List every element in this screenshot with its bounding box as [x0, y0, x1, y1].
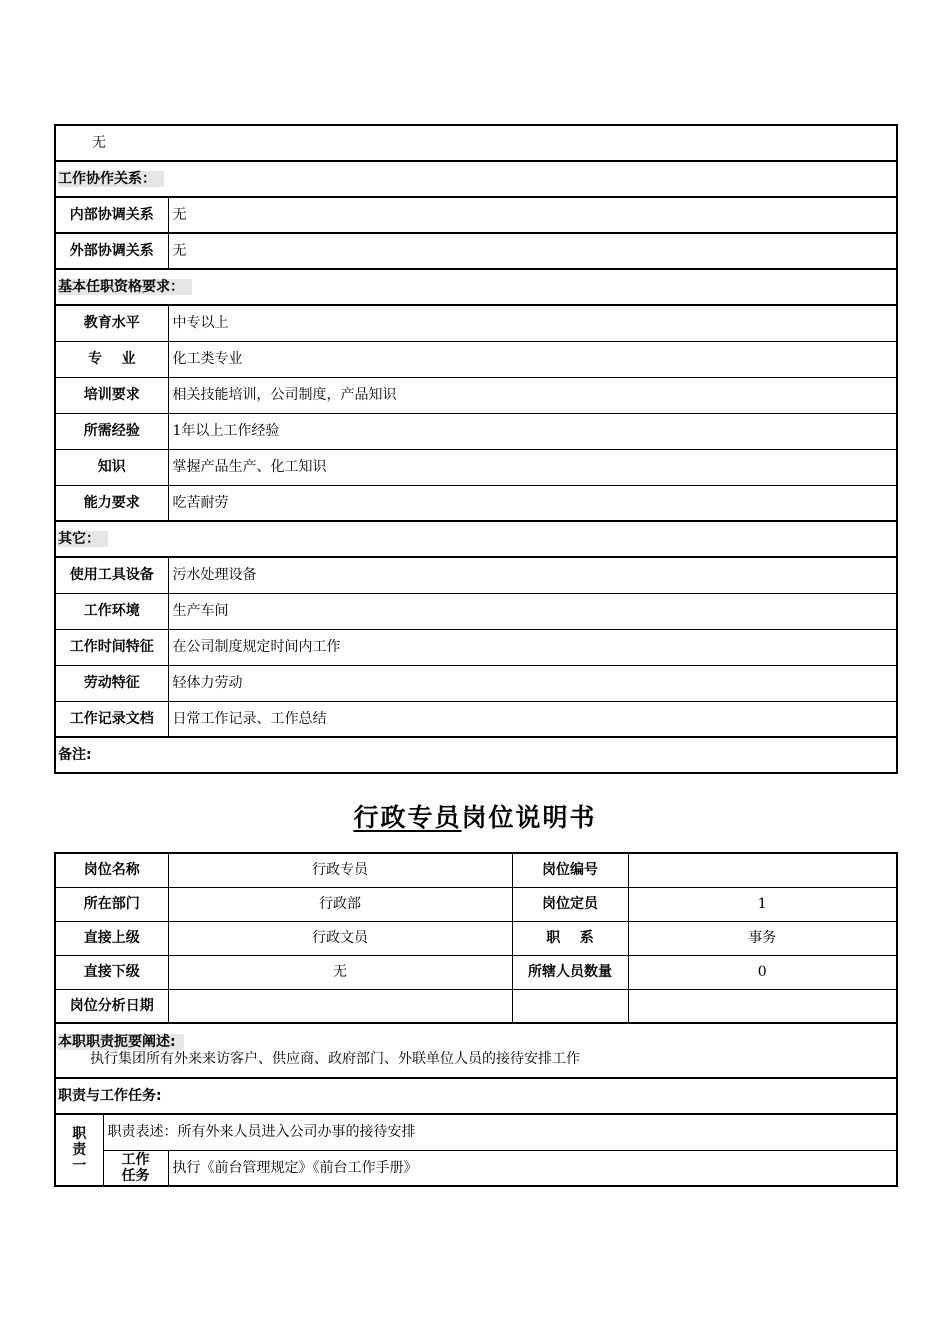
position-name-label: 岗位名称: [55, 853, 168, 887]
duty-one-task-label: 工作任务: [103, 1150, 168, 1186]
summary-text: 执行集团所有外来来访客户、供应商、政府部门、外联单位人员的接待安排工作: [90, 1051, 580, 1067]
collab-section-header: 工作协作关系：: [55, 161, 897, 197]
knowledge-value: 掌握产品生产、化工知识: [168, 449, 897, 485]
other-section-header: 其它：: [55, 521, 897, 557]
remarks-row: 备注:: [55, 737, 897, 773]
subordinate-label: 直接下级: [55, 955, 168, 989]
knowledge-label: 知识: [55, 449, 168, 485]
department-label: 所在部门: [55, 887, 168, 921]
analysis-date-label: 岗位分析日期: [55, 989, 168, 1023]
empty-label-cell: [512, 989, 628, 1023]
supervisor-label: 直接上级: [55, 921, 168, 955]
major-label: 专 业: [55, 341, 168, 377]
analysis-date-value: [168, 989, 512, 1023]
training-value: 相关技能培训，公司制度，产品知识: [168, 377, 897, 413]
education-label: 教育水平: [55, 305, 168, 341]
external-coordination-label: 外部协调关系: [55, 233, 168, 269]
subordinate-value: 无: [168, 955, 512, 989]
job-family-value: 事务: [628, 921, 897, 955]
environment-value: 生产车间: [168, 593, 897, 629]
environment-label: 工作环境: [55, 593, 168, 629]
staff-count-value: 0: [628, 955, 897, 989]
external-coordination-value: 无: [168, 233, 897, 269]
empty-value-cell: [628, 989, 897, 1023]
internal-coordination-label: 内部协调关系: [55, 197, 168, 233]
title-rest: 岗位说明书: [461, 803, 597, 832]
duty-one-task-value: 执行《前台管理规定》《前台工作手册》: [168, 1150, 897, 1186]
experience-label: 所需经验: [55, 413, 168, 449]
job-description-table: [54, 852, 898, 1187]
training-label: 培训要求: [55, 377, 168, 413]
records-label: 工作记录文档: [55, 701, 168, 737]
supervisor-value: 行政文员: [168, 921, 512, 955]
position-code-value: [628, 853, 897, 887]
education-value: 中专以上: [168, 305, 897, 341]
records-value: 日常工作记录、工作总结: [168, 701, 897, 737]
labor-label: 劳动特征: [55, 665, 168, 701]
summary-header: 本职职责扼要阐述:: [58, 1034, 184, 1050]
job-requirements-table: [54, 124, 898, 774]
internal-coordination-value: 无: [168, 197, 897, 233]
department-value: 行政部: [168, 887, 512, 921]
duty-one-label: 职责一: [55, 1114, 103, 1186]
headcount-value: 1: [628, 887, 897, 921]
page-title: [0, 798, 950, 834]
previous-row-value: 无: [55, 125, 897, 161]
tools-label: 使用工具设备: [55, 557, 168, 593]
ability-label: 能力要求: [55, 485, 168, 521]
headcount-label: 岗位定员: [512, 887, 628, 921]
summary-section: [55, 1023, 897, 1078]
labor-value: 轻体力劳动: [168, 665, 897, 701]
job-family-label: 职 系: [512, 921, 628, 955]
staff-count-label: 所辖人员数量: [512, 955, 628, 989]
position-code-label: 岗位编号: [512, 853, 628, 887]
work-time-label: 工作时间特征: [55, 629, 168, 665]
work-time-value: 在公司制度规定时间内工作: [168, 629, 897, 665]
duties-section-header: 职责与工作任务:: [55, 1078, 897, 1114]
position-name-value: 行政专员: [168, 853, 512, 887]
duty-one-description: 职责表述：所有外来人员进入公司办事的接待安排: [103, 1114, 897, 1150]
major-value: 化工类专业: [168, 341, 897, 377]
ability-value: 吃苦耐劳: [168, 485, 897, 521]
qualification-section-header: 基本任职资格要求：: [55, 269, 897, 305]
title-position-name: 行政专员: [353, 803, 462, 832]
tools-value: 污水处理设备: [168, 557, 897, 593]
experience-value: 1年以上工作经验: [168, 413, 897, 449]
